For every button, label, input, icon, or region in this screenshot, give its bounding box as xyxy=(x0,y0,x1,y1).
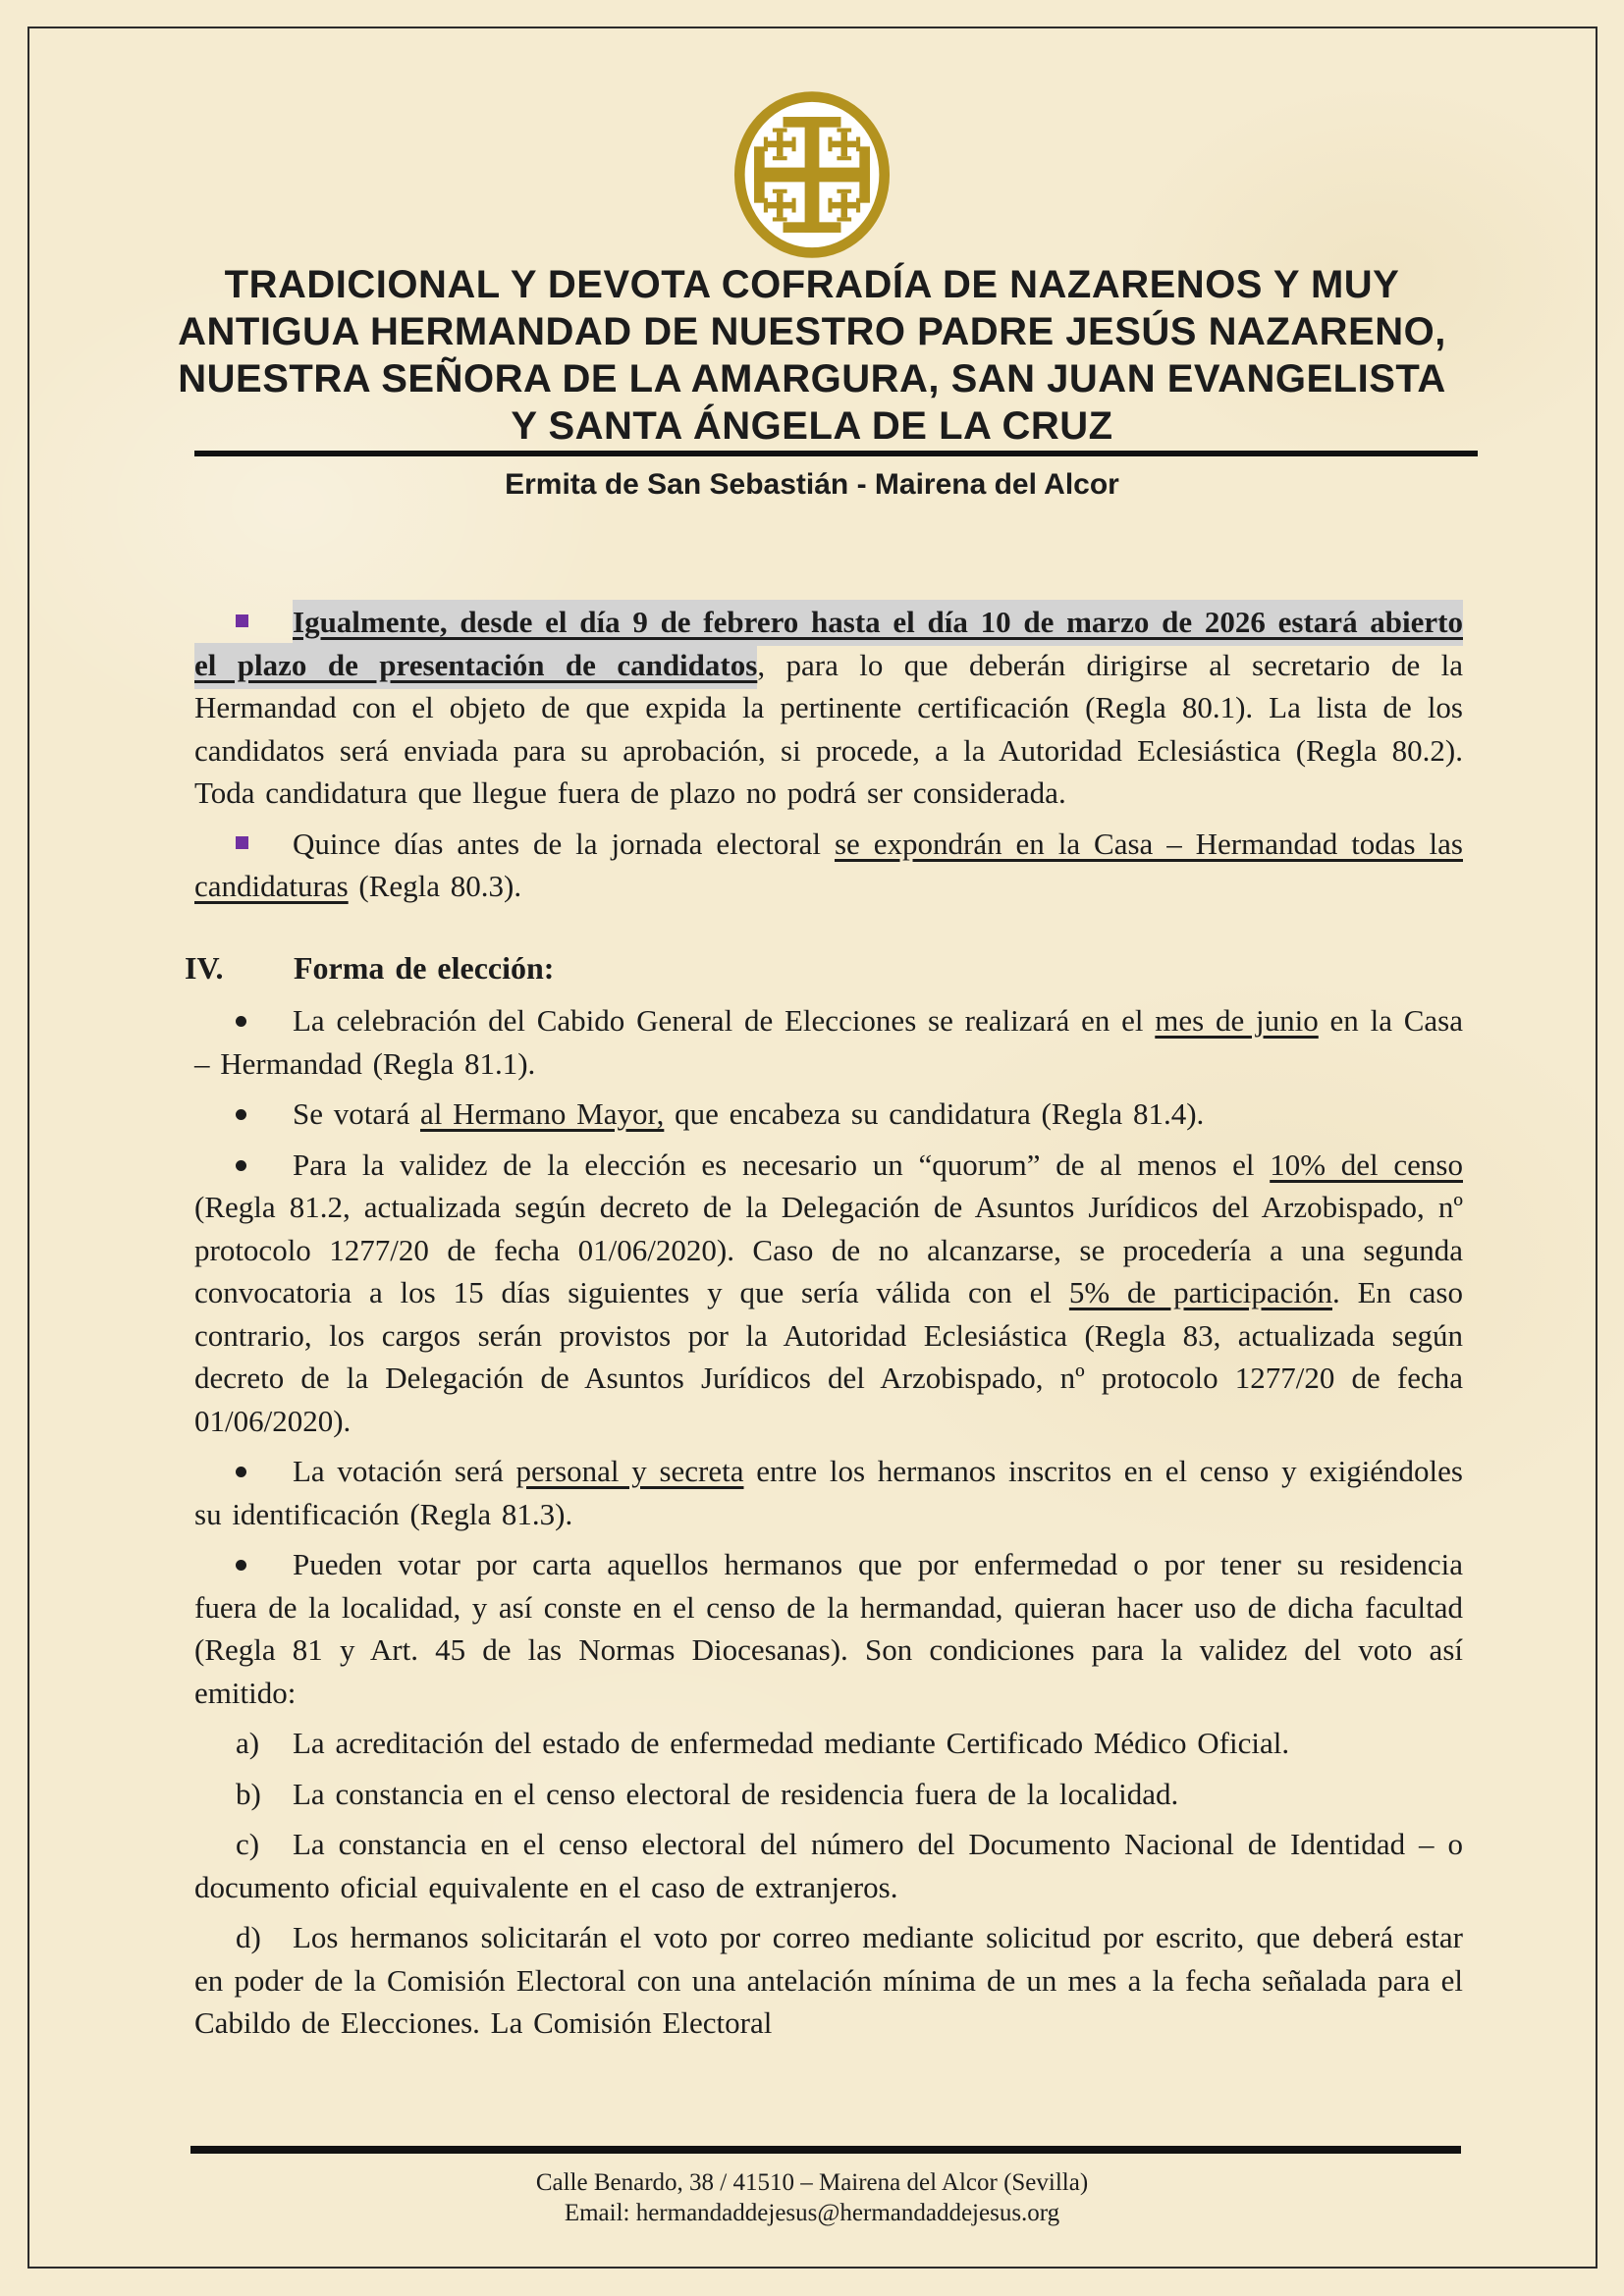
bullet-vote-by-mail xyxy=(194,1543,1463,1714)
lettered-item-d xyxy=(194,1916,1463,2045)
document-body xyxy=(185,601,1463,2053)
item-label: b) xyxy=(236,1776,261,1811)
bullet-vote-hermano-mayor xyxy=(194,1093,1463,1136)
bullet-cabildo-date xyxy=(194,999,1463,1085)
paragraph-candidacy-period xyxy=(194,601,1463,815)
bullet-square-icon xyxy=(236,601,293,644)
item-label: d) xyxy=(236,1920,261,1954)
text-segment: en la Casa – Hermandad (Regla 81.1). xyxy=(194,1003,1463,1081)
text-segment: Igualmente, desde el día 9 de febrero hasta el día 10 de marzo de 2026 estará abierto el plazo de presentación de candidatos xyxy=(194,600,1463,689)
footer-email: Email: hermandaddejesus@hermandaddejesus.org xyxy=(564,2200,1060,2226)
text-segment: La votación será xyxy=(293,1454,516,1488)
text-segment: Quince días antes de la jornada electoral xyxy=(293,826,835,861)
text-segment: se expondrán en la Casa – Hermandad todas las candidaturas xyxy=(194,826,1463,903)
bullet-dot-icon xyxy=(236,1450,293,1493)
text-segment: que encabeza su candidatura (Regla 81.4). xyxy=(664,1096,1205,1131)
text-segment: personal y secreta xyxy=(515,1454,744,1488)
bullet-secret-vote xyxy=(194,1450,1463,1535)
text-segment: (Regla 81.2, actualizada según decreto de la Delegación de Asuntos Jurídicos del Arzobispado, nº protocolo 1277/20 de fecha 01/06/2020). Caso de no alcanzarse, se procedería a una segunda convocatoria a los 15 días siguientes y que sería válida con el xyxy=(194,1190,1463,1309)
document-title xyxy=(0,261,1624,450)
text-segment: Los hermanos solicitarán el voto por correo mediante solicitud por escrito, que deberá estar en poder de la Comisión Electoral con una antelación mínima de un mes a la fecha señalada para el Cabildo de Elecciones. La Comisión Electoral xyxy=(194,1920,1463,2040)
text-segment: , para lo que deberán dirigirse al secretario de la Hermandad con el objeto de que expida la pertinente certificación (Regla 80.1). La lista de los candidatos será enviada para su aprobación, si procede, a la Autoridad Eclesiástica (Regla 80.2). Toda candidatura que llegue fuera de plazo no podrá ser considerada. xyxy=(194,647,1463,810)
jerusalem-cross-icon xyxy=(731,90,893,259)
section-heading xyxy=(185,947,1463,990)
bullet-dot-icon xyxy=(236,1093,293,1136)
text-segment: al Hermano Mayor, xyxy=(419,1096,665,1131)
text-segment: La constancia en el censo electoral de residencia fuera de la localidad. xyxy=(293,1776,1179,1811)
lettered-item-a xyxy=(194,1722,1463,1765)
document-footer xyxy=(0,2167,1624,2228)
text-segment: (Regla 80.3). xyxy=(348,869,522,903)
text-segment: La constancia en el censo electoral del número del Documento Nacional de Identidad – o documento oficial equivalente en el caso de extranjeros. xyxy=(194,1827,1463,1904)
text-segment: mes de junio xyxy=(1155,1003,1319,1038)
bullet-dot-icon xyxy=(236,1543,293,1586)
item-label: c) xyxy=(236,1827,260,1861)
footer-address: Calle Benardo, 38 / 41510 – Mairena del Alcor (Sevilla) xyxy=(535,2169,1089,2196)
footer-divider-rule xyxy=(190,2146,1461,2154)
text-segment: 10% del censo xyxy=(1270,1147,1463,1182)
title-line: ANTIGUA HERMANDAD DE NUESTRO PADRE JESÚS NAZARENO, xyxy=(178,310,1446,353)
text-segment: entre los hermanos inscritos en el censo y exigiéndoles su identificación (Regla 81.3). xyxy=(194,1454,1463,1531)
text-segment: Se votará xyxy=(293,1096,420,1131)
text-segment: Para la validez de la elección es necesario un “quorum” de al menos el xyxy=(293,1147,1271,1182)
header-divider-rule xyxy=(194,451,1478,456)
bullet-dot-icon xyxy=(236,1144,293,1187)
bullet-square-icon xyxy=(236,823,293,866)
document-subtitle: Ermita de San Sebastián - Mairena del Alcor xyxy=(505,468,1119,501)
title-line: TRADICIONAL Y DEVOTA COFRADÍA DE NAZARENOS Y MUY xyxy=(224,263,1400,306)
bullet-quorum xyxy=(194,1144,1463,1443)
paragraph-candidacies-posting xyxy=(194,823,1463,908)
text-segment: La acreditación del estado de enfermedad mediante Certificado Médico Oficial. xyxy=(293,1726,1290,1760)
text-segment: . En caso contrario, los cargos serán provistos por la Autoridad Eclesiástica (Regla 83, actualizada según decreto de la Delegación de Asuntos Jurídicos del Arzobispado, nº protocolo 1277/20 de fecha 01/06/2020). xyxy=(194,1275,1463,1438)
item-label: a) xyxy=(236,1726,260,1760)
text-segment: 5% de participación xyxy=(1068,1275,1332,1309)
text-segment: La celebración del Cabido General de Elecciones se realizará en el xyxy=(293,1003,1156,1038)
text-segment: Pueden votar por carta aquellos hermanos que por enfermedad o por tener su residencia fuera de la localidad, y así conste en el censo de la hermandad, quieran hacer uso de dicha facultad (Regla 81 y Art. 45 de las Normas Diocesanas). Son condiciones para la validez del voto así emitido: xyxy=(194,1547,1463,1710)
section-number: IV. xyxy=(185,949,224,986)
lettered-item-b xyxy=(194,1773,1463,1816)
lettered-item-c xyxy=(194,1823,1463,1908)
bullet-dot-icon xyxy=(236,999,293,1042)
title-line: NUESTRA SEÑORA DE LA AMARGURA, SAN JUAN EVANGELISTA xyxy=(178,357,1446,400)
section-title: Forma de elección: xyxy=(294,949,555,986)
title-line: Y SANTA ÁNGELA DE LA CRUZ xyxy=(511,404,1113,448)
